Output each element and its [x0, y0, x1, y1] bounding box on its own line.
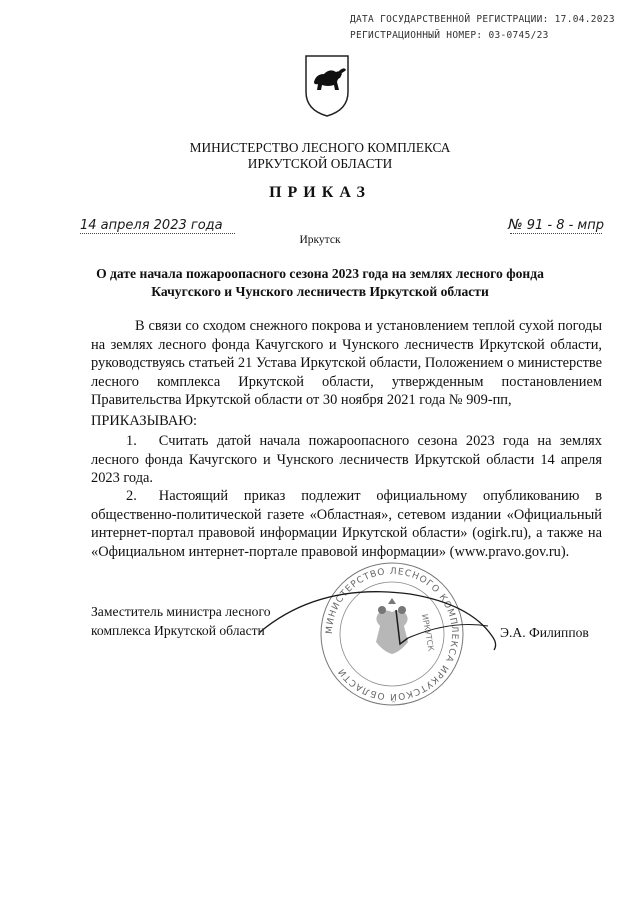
- order-item-2: [91, 487, 602, 561]
- ministry-name-line2: ИРКУТСКОЙ ОБЛАСТИ: [247, 156, 393, 171]
- document-type: ПРИКАЗ: [269, 184, 371, 201]
- preamble-paragraph: В связи со сходом снежного покрова и установлением теплой сухой погоды на землях лесного фонда Качугского и Чунского лесничеств Иркутской области, руководствуясь статьей 21 Устава Иркутской области, Положением о министерстве лесного комплекса Иркутской области, утвержденным постановлением Правительства Иркутской области от 30 ноября 2021 года № 909-пп,: [91, 318, 602, 408]
- city-name: Иркутск: [299, 234, 341, 246]
- registration-number-line: РЕГИСТРАЦИОННЫЙ НОМЕР: 03-0745/23: [350, 30, 549, 41]
- seal-outer-text: МИНИСТЕРСТВО ЛЕСНОГО КОМПЛЕКСА ИРКУТСКОЙ ОБЛАСТИ: [324, 566, 460, 702]
- order-item-1-text: Считать датой начала пожароопасного сезона 2023 года на землях лесного фонда Качугского и Чунского лесничеств Иркутской области 14 апреля 2023 года.: [91, 433, 602, 486]
- registration-date-line: ДАТА ГОСУДАРСТВЕННОЙ РЕГИСТРАЦИИ: 17.04.2023: [350, 14, 615, 25]
- signatory-position-line2: комплекса Иркутской области: [91, 623, 265, 638]
- order-number-field: [492, 216, 604, 236]
- ministry-name-line1: МИНИСТЕРСТВО ЛЕСНОГО КОМПЛЕКСА: [189, 140, 451, 155]
- number-sign: №: [508, 217, 523, 233]
- signatory-position-line1: Заместитель министра лесного: [91, 604, 271, 619]
- coat-of-arms-icon: [302, 52, 352, 118]
- order-date: 14 апреля 2023 года: [80, 218, 223, 233]
- seal-inner-text: ИРКУТСК: [420, 613, 436, 652]
- order-item-1-num: 1.: [126, 433, 137, 449]
- order-date-field: [80, 216, 240, 236]
- order-item-2-text: Настоящий приказ подлежит официальному опубликованию в общественно-политической газете «Областная», сетевом издании «Официальный интернет-портал правовой информации Иркутской области» (ogirk.ru), а также на «Официальном интернет-портале правовой информации» (www.pravo.gov.ru).: [91, 488, 602, 560]
- order-title-line1: О дате начала пожароопасного сезона 2023 года на землях лесного фонда: [96, 266, 544, 281]
- order-item-2-num: 2.: [126, 488, 137, 504]
- order-number: 91 - 8 - мпр: [526, 218, 604, 233]
- order-word: ПРИКАЗЫВАЮ:: [91, 413, 198, 429]
- order-item-1: [91, 432, 602, 488]
- handwritten-signature: [230, 576, 510, 656]
- order-title-line2: Качугского и Чунского лесничеств Иркутской области: [151, 284, 489, 299]
- signatory-name: Э.А. Филиппов: [500, 625, 589, 640]
